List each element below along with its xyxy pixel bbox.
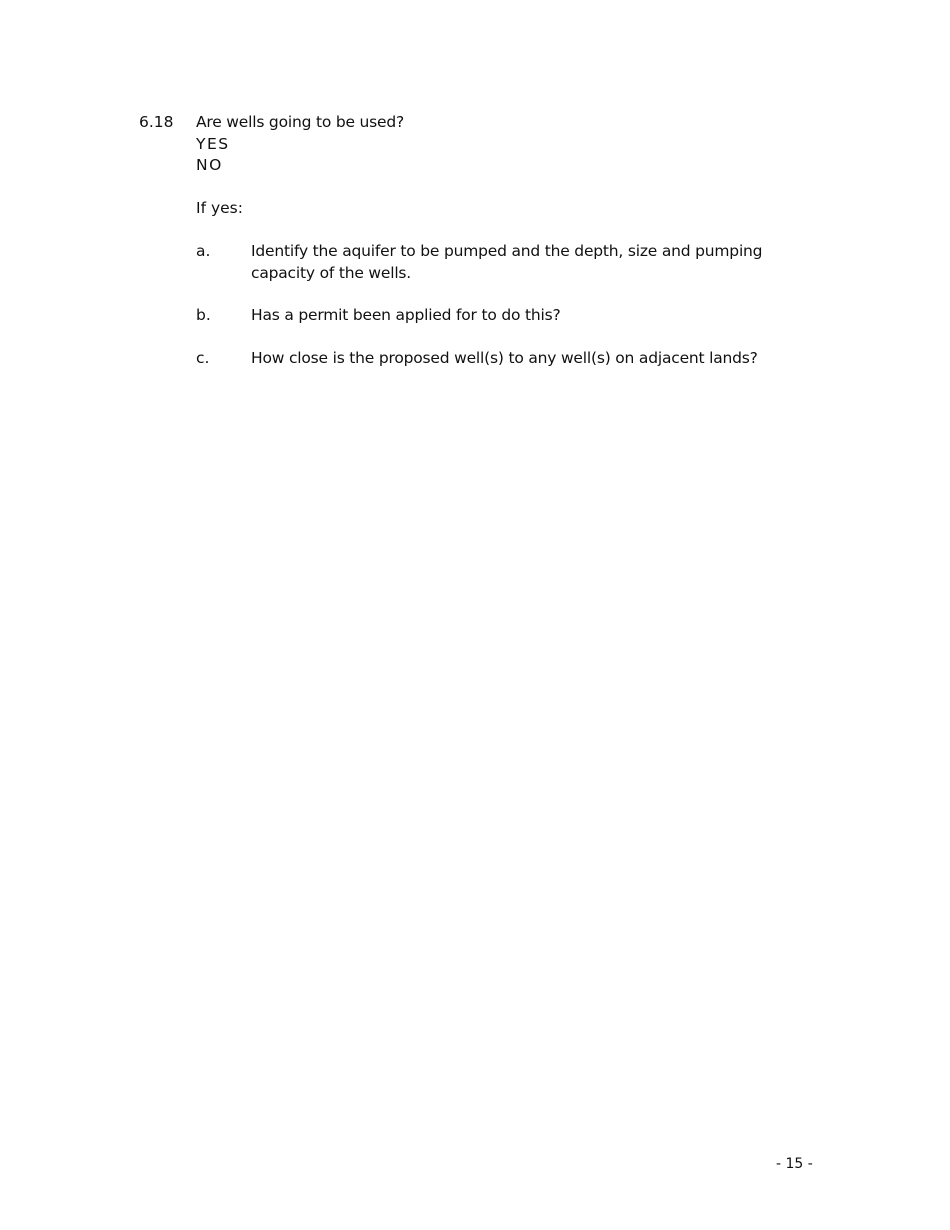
option-yes: YES <box>196 134 230 153</box>
sub-item-letter: c. <box>196 349 210 367</box>
question-number: 6.18 <box>139 113 174 131</box>
if-yes-label: If yes: <box>196 199 243 217</box>
question-text: Are wells going to be used? <box>196 113 405 131</box>
option-no: NO <box>196 156 223 174</box>
sub-item-text: Has a permit been applied for to do this? <box>251 306 561 324</box>
sub-item-letter: a. <box>196 242 211 260</box>
page-number: - 15 - <box>776 1156 813 1172</box>
sub-item-text: How close is the proposed well(s) to any well(s) on adjacent lands? <box>251 349 758 367</box>
question-block <box>196 112 816 177</box>
sub-item-text: Identify the aquifer to be pumped and the depth, size and pumping capacity of the wells. <box>251 242 763 282</box>
sub-item-letter: b. <box>196 306 211 324</box>
